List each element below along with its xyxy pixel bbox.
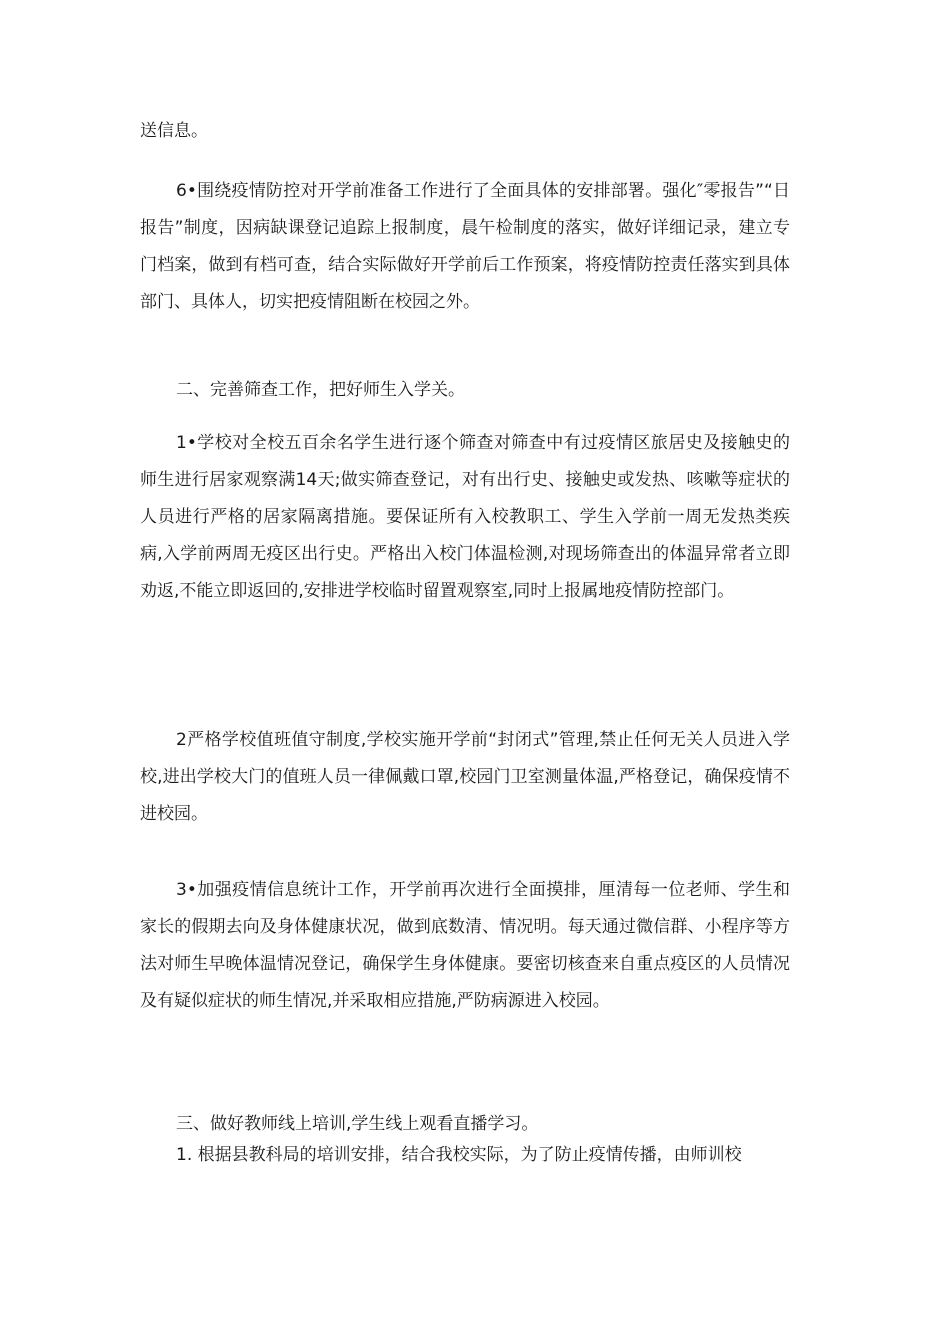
paragraph-item-2: 2严格学校值班值守制度,学校实施开学前“封闭式”管理,禁止任何无关人员进入学校,进出学校大门的值班人员一律佩戴口罩,校园门卫室测量体温,严格登记，确保疫情不进校园。 (140, 730, 790, 824)
section-heading-3: 三、做好教师线上培训,学生线上观看直播学习。 (176, 1114, 539, 1134)
paragraph-item-6: 6•围绕疫情防控对开学前准备工作进行了全面具体的安排部署。强化″零报告”“日报告”制度，因病缺课登记追踪上报制度，晨午检制度的落实，做好详细记录，建立专门档案，做到有档可查，结合实际做好开学前后工作预案，将疫情防控责任落实到具体部门、具体人，切实把疫情阻断在校园之外。 (140, 181, 790, 312)
paragraph-item-3: 3•加强疫情信息统计工作，开学前再次进行全面摸排，厘清每一位老师、学生和家长的假期去向及身体健康状况，做到底数清、情况明。每天通过微信群、小程序等方法对师生早晚体温情况登记，确保学生身体健康。要密切核查来自重点疫区的人员情况及有疑似症状的师生情况,并采取相应措施,严防病源进入校园。 (140, 880, 790, 1011)
paragraph-item-1: 1•学校对全校五百余名学生进行逐个筛查对筛查中有过疫情区旅居史及接触史的师生进行居家观察满14天;做实筛查登记，对有出行史、接触史或发热、咳嗽等症状的人员进行严格的居家隔离措施。要保证所有入校教职工、学生入学前一周无发热类疾病,入学前两周无疫区出行史。严格出入校门体温检测,对现场筛查出的体温异常者立即劝返,不能立即返回的,安排进学校临时留置观察室,同时上报属地疫情防控部门。 (140, 433, 790, 601)
paragraph-continuation: 送信息。 (140, 121, 208, 141)
paragraph-item-1b: 1. 根据县教科局的培训安排，结合我校实际，为了防止疫情传播，由师训校 (176, 1145, 742, 1165)
section-heading-2: 二、完善筛查工作，把好师生入学关。 (176, 380, 465, 400)
